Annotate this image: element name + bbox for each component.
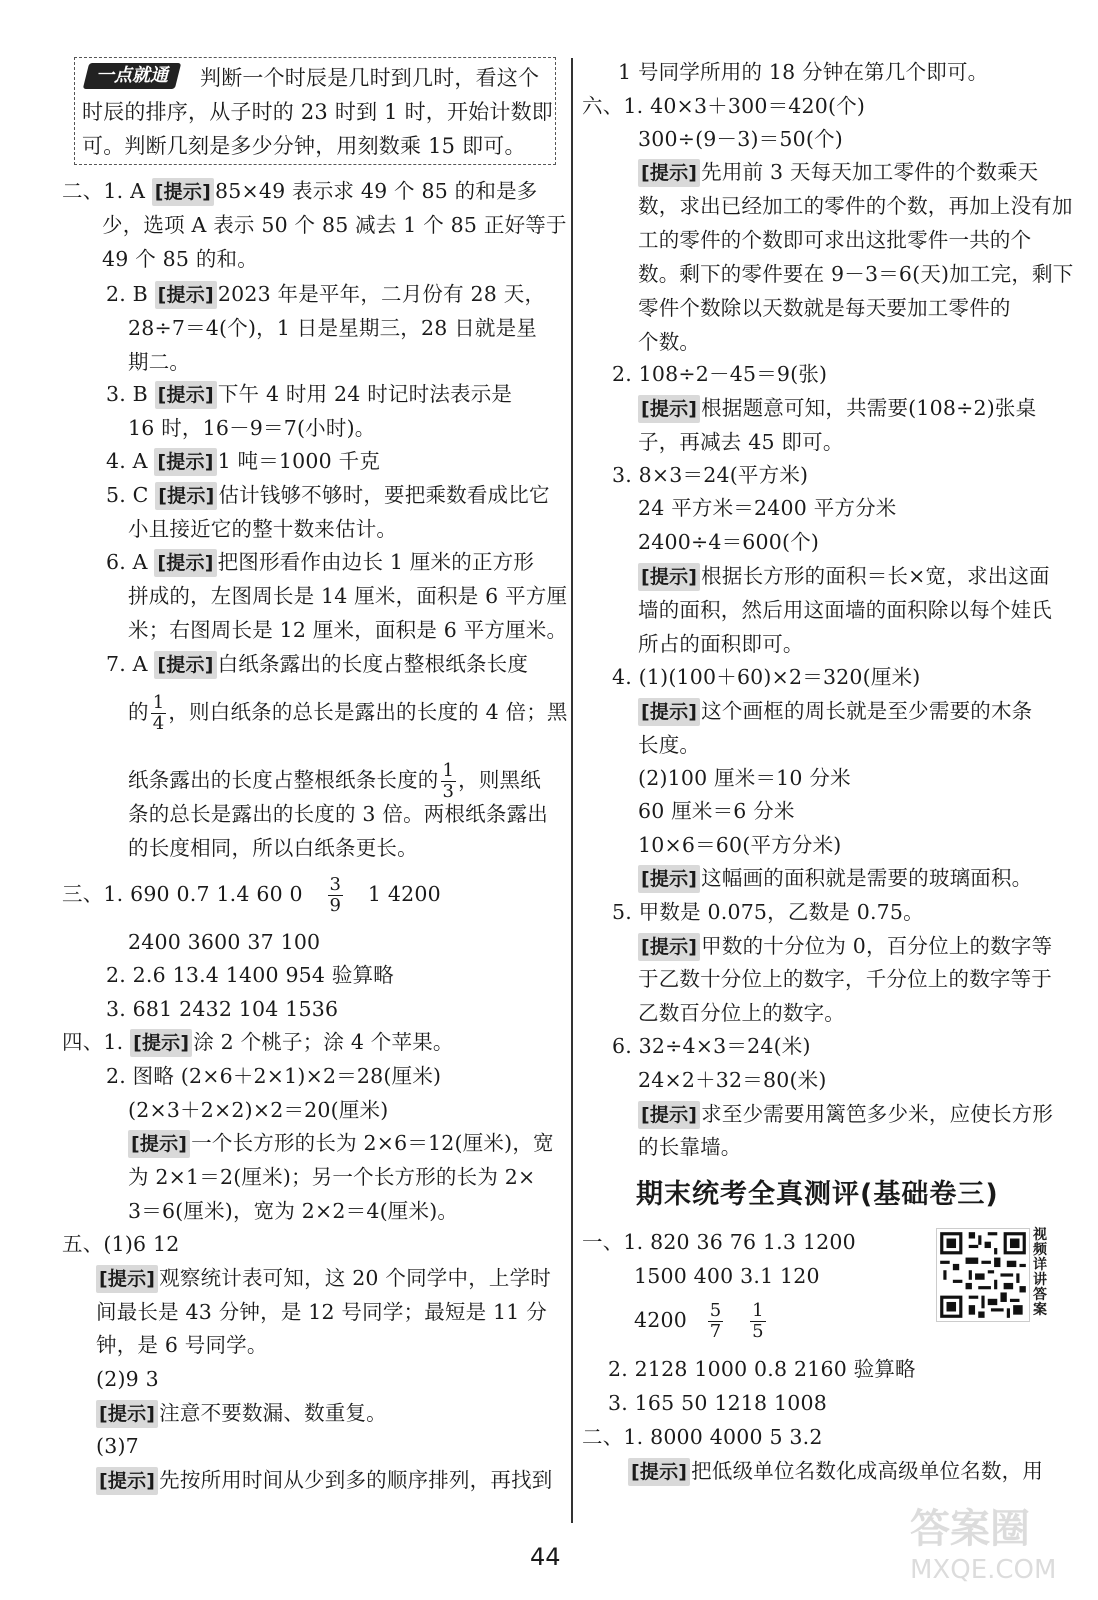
answer-line: 24×2＋32＝80(米) (638, 1068, 827, 1092)
answer-line: 2. 2128 1000 0.8 2160 验算略 (608, 1357, 916, 1381)
answer-line: (3)7 (96, 1434, 139, 1458)
tip-label: [提示] (130, 1029, 192, 1057)
qr-label: 视频详讲答案 (1033, 1227, 1047, 1318)
answer-line: 子，再减去 45 即可。 (638, 430, 844, 454)
answer-line: 工的零件的个数即可求出这批零件一共的个 (638, 228, 1032, 252)
answer-line: 4. (1)(100＋60)×2＝320(厘米) (612, 665, 921, 689)
answer-line: 个数。 (638, 330, 701, 354)
answer-line: 2. 图略 (2×6＋2×1)×2＝28(厘米) (106, 1064, 442, 1088)
hint-line: 时辰的排序，从子时的 23 时到 1 时，开始计数即 (82, 100, 553, 124)
tip-label: [提示] (638, 395, 700, 423)
answer-line: 2400÷4＝600(个) (638, 530, 820, 554)
answer-line: 的长度相同，所以白纸条更长。 (128, 836, 418, 860)
tip-label: [提示] (638, 1101, 700, 1129)
answer-line: 二、1. A [提示] 85×49 表示求 49 个 85 的和是多 (62, 177, 537, 206)
fraction: $\frac{3}{9}$ (329, 874, 342, 916)
answer-line: 所占的面积即可。 (638, 632, 804, 656)
answer-line: 小且接近它的整十数来估计。 (128, 517, 398, 541)
answer-line: 2. 2.6 13.4 1400 954 验算略 (106, 963, 394, 987)
qr-code-icon[interactable] (936, 1228, 1030, 1322)
answer-line: [提示] 一个长方形的长为 2×6＝12(厘米)，宽 (128, 1129, 554, 1158)
answer-line: 长度。 (638, 733, 701, 757)
watermark-logo-icon (900, 1490, 1080, 1590)
answer-line: 49 个 85 的和。 (102, 247, 258, 271)
answer-line: [提示] 先用前 3 天每天加工零件的个数乘天 (638, 158, 1038, 187)
tip-label: [提示] (96, 1265, 158, 1293)
answer-line: 三、1. 690 0.7 1.4 60 0 $\frac{3}{9}$ 1 4200 (62, 874, 441, 916)
answer-line: 米；右图周长是 12 厘米，面积是 6 平方厘米。 (128, 618, 568, 642)
answer-line: [提示] 这幅画的面积就是需要的玻璃面积。 (638, 864, 1032, 893)
answer-line: [提示] 注意不要数漏、数重复。 (96, 1399, 387, 1428)
answer-line: 3. B [提示] 下午 4 时用 24 时记时法表示是 (106, 380, 512, 409)
section-title: 期末统考全真测评(基础卷三) (636, 1179, 999, 1210)
answer-line: [提示] 这个画框的周长就是至少需要的木条 (638, 697, 1032, 726)
answer-line: 5. 甲数是 0.075，乙数是 0.75。 (612, 900, 924, 924)
answer-line: 4. A [提示] 1 吨＝1000 千克 (106, 447, 380, 476)
fraction: $\frac{1}{4}$ (152, 692, 165, 734)
answer-line: 2. B [提示] 2023 年是平年，二月份有 28 天， (106, 280, 545, 309)
answer-line: 一、1. 820 36 76 1.3 1200 (582, 1230, 856, 1254)
answer-line: 3＝6(厘米)，宽为 2×2＝4(厘米)。 (128, 1199, 459, 1223)
answer-line: 6. A [提示] 把图形看作由边长 1 厘米的正方形 (106, 548, 534, 577)
answer-line: 钟，是 6 号同学。 (96, 1333, 268, 1357)
answer-line: 3. 165 50 1218 1008 (608, 1391, 827, 1415)
answer-line: 为 2×1＝2(厘米)；另一个长方形的长为 2× (128, 1165, 536, 1189)
tip-label: [提示] (155, 281, 217, 309)
tip-label: [提示] (638, 933, 700, 961)
answer-line: 于乙数十分位上的数字，千分位上的数字等于 (638, 967, 1052, 991)
tip-label: [提示] (128, 1130, 190, 1158)
svg-text:答案圈: 答案圈 (910, 1506, 1030, 1552)
answer-line: (2)9 3 (96, 1367, 159, 1391)
answer-line: [提示] 根据长方形的面积＝长×宽，求出这面 (638, 562, 1050, 591)
tip-label: [提示] (96, 1467, 158, 1495)
answer-line: 期二。 (128, 350, 191, 374)
answer-line: 16 时，16－9＝7(小时)。 (128, 416, 376, 440)
answer-line: [提示] 求至少需要用篱笆多少米，应使长方形 (638, 1100, 1053, 1129)
answer-line: 4200 $\frac{5}{7}$ $\frac{1}{5}$ (634, 1300, 764, 1342)
tip-label: [提示] (96, 1400, 158, 1428)
tip-label: [提示] (638, 698, 700, 726)
fraction: $\frac{1}{3}$ (442, 760, 455, 802)
left-column (62, 0, 568, 1540)
tip-label: [提示] (154, 651, 216, 679)
answer-line: 少，选项 A 表示 50 个 85 减去 1 个 85 正好等于 (102, 213, 567, 237)
answer-line: 六、1. 40×3＋300＝420(个) (582, 94, 866, 118)
tip-label: [提示] (638, 563, 700, 591)
answer-line: [提示] 把低级单位名数化成高级单位名数，用 (628, 1457, 1043, 1486)
page-number: 44 (530, 1543, 561, 1571)
answer-line: 6. 32÷4×3＝24(米) (612, 1034, 811, 1058)
answer-line: 5. C [提示] 估计钱够不够时，要把乘数看成比它 (106, 481, 550, 510)
fraction: $\frac{1}{5}$ (752, 1300, 764, 1342)
tip-label: [提示] (638, 159, 700, 187)
tip-label: [提示] (152, 178, 214, 206)
answer-line: 的 $\frac{1}{4}$ ，则白纸条的总长是露出的长度的 4 倍；黑 (128, 692, 568, 734)
answer-line: 2. 108÷2－45＝9(张) (612, 362, 828, 386)
hint-badge: 一点就通 (83, 63, 181, 89)
answer-line: 拼成的，左图周长是 14 厘米，面积是 6 平方厘 (128, 584, 568, 608)
hint-line: 可。判断几刻是多少分钟，用刻数乘 15 即可。 (82, 134, 526, 158)
tip-label: [提示] (628, 1458, 690, 1486)
answer-line: 10×6＝60(平方分米) (638, 833, 842, 857)
tip-label: [提示] (155, 381, 217, 409)
answer-line: 零件个数除以天数就是每天要加工零件的 (638, 296, 1011, 320)
answer-line: 3. 681 2432 104 1536 (106, 997, 339, 1021)
tip-label: [提示] (638, 865, 700, 893)
tip-label: [提示] (154, 549, 216, 577)
svg-text:MXQE.COM: MXQE.COM (910, 1555, 1057, 1585)
answer-line: 纸条露出的长度占整根纸条长度的 $\frac{1}{3}$ ，则黑纸 (128, 760, 541, 802)
fraction: $\frac{5}{7}$ (709, 1300, 722, 1342)
answer-line: 7. A [提示] 白纸条露出的长度占整根纸条长度 (106, 650, 528, 679)
answer-line: [提示] 先按所用时间从少到多的顺序排列，再找到 (96, 1466, 552, 1495)
answer-line: 四、1. [提示] 涂 2 个桃子；涂 4 个苹果。 (62, 1028, 454, 1057)
answer-line: 间最长是 43 分钟，是 12 号同学；最短是 11 分 (96, 1300, 547, 1324)
answer-line: (2)100 厘米＝10 分米 (638, 766, 851, 790)
answer-line: 1 号同学所用的 18 分钟在第几个即可。 (618, 60, 989, 84)
answer-line: 二、1. 8000 4000 5 3.2 (582, 1425, 823, 1449)
answer-line: [提示] 根据题意可知，共需要(108÷2)张桌 (638, 394, 1036, 423)
answer-line: 300÷(9－3)＝50(个) (638, 127, 843, 151)
answer-line: 3. 8×3＝24(平方米) (612, 463, 809, 487)
answer-line: [提示] 甲数的十分位为 0，百分位上的数字等 (638, 932, 1052, 961)
answer-line: 28÷7＝4(个)，1 日是星期三，28 日就是星 (128, 316, 538, 340)
answer-line: 的长靠墙。 (638, 1135, 742, 1159)
answer-line: 墙的面积，然后用这面墙的面积除以每个娃氏 (638, 598, 1052, 622)
answer-line: 乙数百分位上的数字。 (638, 1001, 845, 1025)
answer-line: 60 厘米＝6 分米 (638, 799, 795, 823)
answer-line: 1500 400 3.1 120 (634, 1264, 820, 1288)
tip-label: [提示] (154, 448, 216, 476)
answer-line: 数，求出已经加工的零件的个数，再加上没有加 (638, 194, 1073, 218)
hint-line: 判断一个时辰是几时到几时，看这个 (200, 66, 540, 90)
answer-line: 五、(1)6 12 (62, 1232, 180, 1256)
answer-line: 数。剩下的零件要在 9－3＝6(天)加工完，剩下 (638, 262, 1074, 286)
column-divider (571, 58, 573, 1523)
answer-line: 2400 3600 37 100 (128, 930, 321, 954)
answer-line: (2×3＋2×2)×2＝20(厘米) (128, 1098, 389, 1122)
answer-line: [提示] 观察统计表可知，这 20 个同学中，上学时 (96, 1264, 551, 1293)
answer-line: 24 平方米＝2400 平方分米 (638, 496, 897, 520)
tip-label: [提示] (155, 482, 217, 510)
answer-line: 条的总长是露出的长度的 3 倍。两根纸条露出 (128, 802, 548, 826)
